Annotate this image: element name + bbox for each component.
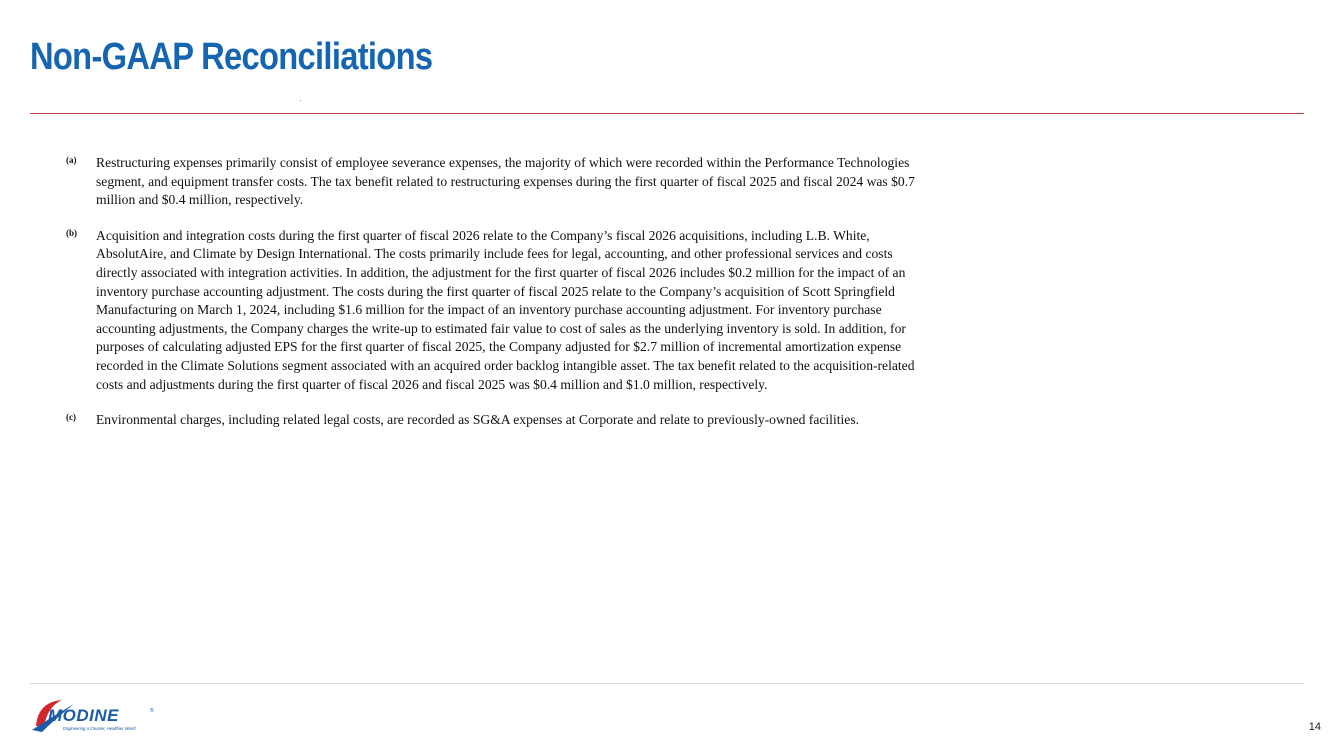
footnote-marker: (b) — [66, 227, 77, 238]
footer-divider — [30, 683, 1304, 684]
footnote-text: Environmental charges, including related legal costs, are recorded as SG&A expenses at Corporate and relate to previously-owned facilities. — [96, 412, 860, 428]
footnote-text: Acquisition and integration costs during the first quarter of fiscal 2026 relate to the Company’s fiscal 2026 acquisitions, including L.B. White, AbsolutAire, and Climate by Design International. The costs primarily include fees for legal, accounting, and other professional services and costs directly associated with integration activities. In addition, the adjustment for the first quarter of fiscal 2026 includes $0.2 million for the impact of an inventory purchase accounting adjustment. The costs during the first quarter of fiscal 2025 relate to the Company’s acquisition of Scott Springfield Manufacturing on March 1, 2024, including $1.6 million for the impact of an inventory purchase accounting adjustment. For inventory purchase accounting adjustments, the Company charges the write-up to estimated fair value to cost of sales as the underlying inventory is sold. In addition, for purposes of calculating adjusted EPS for the first quarter of fiscal 2025, the Company adjusted for $2.7 million of incremental amortization expense recorded in the Climate Solutions segment associated with an acquired order backlog intangible asset. The tax benefit related to the acquisition-related costs and adjustments during the first quarter of fiscal 2026 and fiscal 2025 was $0.4 million and $1.0 million, respectively. — [96, 227, 915, 392]
footnotes-list — [66, 154, 936, 447]
logo-wordmark: MODINE — [48, 706, 119, 725]
modine-logo — [30, 696, 160, 736]
footnote-a — [66, 154, 936, 210]
modine-logo-mark — [30, 696, 160, 736]
footnote-c — [66, 411, 936, 430]
title-divider — [30, 113, 1304, 114]
footnote-text: Restructuring expenses primarily consist of employee severance expenses, the majority of which were recorded within the Performance Technologies segment, and equipment transfer costs. The tax benefit related to restructuring expenses during the first quarter of fiscal 2025 and fiscal 2024 was $0.7 million and $0.4 million, respectively. — [96, 155, 915, 208]
page-title: Non-GAAP Reconciliations — [30, 36, 433, 78]
stray-mark — [300, 100, 301, 101]
footnote-marker: (a) — [66, 155, 77, 165]
page-number: 14 — [1308, 721, 1321, 733]
logo-tagline: Engineering a Cleaner, Healthier World — [63, 726, 136, 731]
footnote-marker: (c) — [66, 412, 76, 423]
footnote-b — [66, 227, 936, 394]
logo-trademark: ® — [150, 708, 154, 714]
